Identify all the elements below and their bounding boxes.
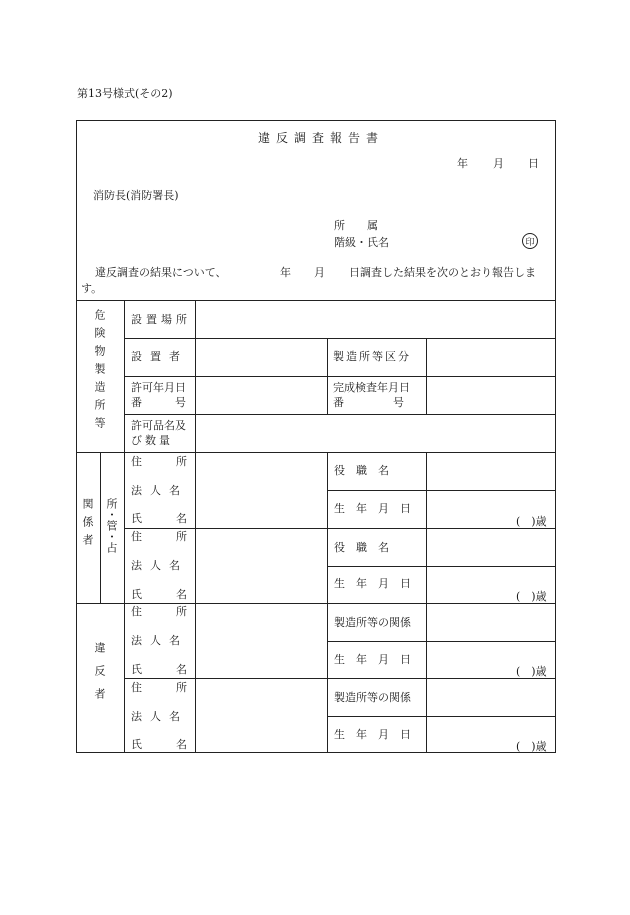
party1-age-label: ( )歳	[516, 515, 547, 528]
facility-installer-label: 設置者	[131, 350, 188, 363]
facility-location-label: 設置場所	[131, 313, 191, 326]
violator2-corp-label: 法人名	[131, 710, 188, 723]
section-divider	[76, 603, 556, 604]
intro-month-label: 月	[314, 266, 325, 279]
facility-category-label: 製造所等区分	[333, 350, 411, 363]
violator1-corp-label: 法人名	[131, 634, 188, 647]
violator1-name-label: 氏 名	[131, 663, 191, 676]
group-label-column-line	[124, 300, 125, 753]
facility-row-line	[124, 414, 556, 415]
party2-name-label: 氏 名	[131, 588, 191, 601]
violator2-relation-label: 製造所等の関係	[334, 691, 411, 704]
party-block-divider	[124, 528, 556, 529]
party1-name-label: 氏 名	[131, 512, 191, 525]
date-month-label: 月	[493, 157, 504, 170]
permit-date-label: 許可年月日	[131, 381, 186, 394]
date-day-label: 日	[528, 157, 539, 170]
date-year-label: 年	[457, 157, 468, 170]
violator1-birth-label: 生 年 月 日	[334, 653, 411, 666]
intro-text-start: 違反調査の結果について、	[95, 266, 227, 279]
party2-corp-label: 法人名	[131, 559, 188, 572]
violator2-birth-label: 生 年 月 日	[334, 728, 411, 741]
violator2-age-label: ( )歳	[516, 740, 547, 753]
field-label-column-line	[195, 300, 196, 753]
party-row-line	[327, 566, 556, 567]
header-divider	[76, 300, 556, 301]
party1-birth-label: 生 年 月 日	[334, 502, 411, 515]
party1-address-label: 住 所	[131, 455, 191, 468]
violator1-relation-label: 製造所等の関係	[334, 616, 411, 629]
page-title: 違反調査報告書	[258, 131, 385, 145]
violator2-name-label: 氏 名	[131, 738, 191, 751]
permit-number-label: 番 号	[131, 396, 186, 409]
violators-group-label: 違反者	[93, 642, 106, 711]
rank-name-label: 階級・氏名	[334, 236, 389, 249]
violator1-age-label: ( )歳	[516, 665, 547, 678]
party2-position-label: 役 職 名	[334, 541, 389, 554]
seal-icon: 印	[522, 233, 538, 249]
facility-row-line	[124, 338, 556, 339]
parties-group-label: 関係者	[81, 498, 94, 552]
completion-number-label: 番 号	[333, 396, 408, 409]
party2-birth-label: 生 年 月 日	[334, 577, 411, 590]
violator2-address-label: 住 所	[131, 681, 191, 694]
violator-row-line	[327, 641, 556, 642]
party1-position-label: 役 職 名	[334, 464, 389, 477]
form-number: 第13号様式(その2)	[77, 87, 173, 100]
intro-text-end: 日調査した結果を次のとおり報告しま	[349, 266, 536, 279]
party-middle-line	[426, 452, 427, 753]
completion-date-label: 完成検査年月日	[333, 381, 410, 394]
party-middle-line	[327, 452, 328, 753]
facility-row-line	[124, 376, 556, 377]
facility-middle-line	[327, 338, 328, 414]
party2-age-label: ( )歳	[516, 590, 547, 603]
intro-text-line2: す。	[81, 282, 103, 295]
facility-middle-line	[426, 338, 427, 414]
violator-row-line	[327, 716, 556, 717]
intro-year-label: 年	[280, 266, 291, 279]
party2-address-label: 住 所	[131, 530, 191, 543]
section-divider	[76, 452, 556, 453]
parties-sub-label: 所・管・占	[105, 498, 118, 553]
violator1-address-label: 住 所	[131, 605, 191, 618]
product-name-label: 許可品名及	[131, 419, 186, 432]
addressee: 消防長(消防署長)	[93, 189, 179, 202]
facility-group-label: 危険物製造所等	[93, 309, 106, 435]
product-qty-label: び数量	[131, 434, 173, 447]
sub-label-column-line	[100, 452, 101, 603]
party-row-line	[327, 490, 556, 491]
affiliation-label: 所 属	[334, 219, 378, 232]
party1-corp-label: 法人名	[131, 484, 188, 497]
violator-block-divider	[124, 678, 556, 679]
